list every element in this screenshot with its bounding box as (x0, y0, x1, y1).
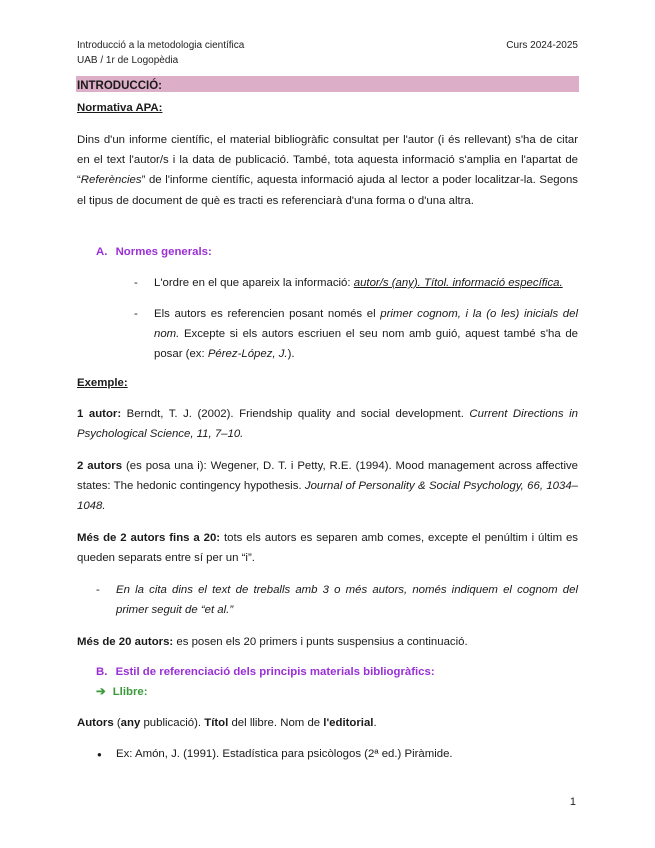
section-b-title: Estil de referenciació dels principis materials bibliogràfics: (115, 666, 435, 678)
book-example-text: Ex: Amón, J. (1991). Estadística para psicòlogos (2ª ed.) Piràmide. (116, 748, 453, 760)
bullet-dot-icon: ● (97, 750, 102, 759)
example-two-to-twenty (77, 528, 578, 568)
header-term: Curs 2024-2025 (506, 40, 578, 51)
book-format-any-rest: publicació). (140, 717, 205, 729)
bullet-a2-example: Pérez-López, J. (207, 348, 288, 361)
book-format-titol-rest: del llibre. Nom de (228, 717, 324, 729)
note-text: En la cita dins el text de treballs amb 3 o més autors, només indiquem el cognom del primer seguit de “et al.” (116, 584, 578, 617)
bullet-a2-end: ). (287, 348, 295, 361)
header-institution: UAB / 1r de Logopèdia (77, 55, 179, 66)
example-more-than-twenty (77, 632, 578, 652)
example-one-author-label: 1 autor: (77, 408, 122, 420)
section-b-marker: B. (96, 666, 108, 678)
intro-text-2: ” de l'informe científic, aquesta informació ajuda al lector a poder localitzar-la. Segons el tipus de document de què es tracti es referenciarà d'una forma o d'una altra. (77, 174, 578, 207)
header-course-title: Introducció a la metodologia científica (77, 40, 245, 51)
section-a-marker: A. (96, 246, 108, 258)
apa-heading: Normativa APA: (77, 102, 163, 114)
example-two-authors-journal: Journal of Personality & Social Psychology, 66, 1034–1048. (77, 480, 578, 513)
bullet-a2-lead: Els autors es referencien posant només el (154, 308, 381, 320)
bullet-a2-text (154, 304, 578, 365)
bullet-a2-marker: - (134, 308, 138, 320)
page-number: 1 (569, 796, 576, 808)
subsection-book (96, 682, 148, 702)
book-format-autors: Autors (77, 717, 114, 729)
arrow-icon: ➔ (96, 686, 106, 698)
section-a-heading (96, 242, 212, 262)
bullet-a1-format: autor/s (any). Títol. informació específica. (353, 277, 563, 289)
book-format-end: . (373, 717, 377, 729)
example-two-authors-text: (es posa una i): Wegener, D. T. i Petty, R.E. (1994). Mood management across affective states: The hedonic contingency hypothesis. (77, 460, 579, 493)
example-two-to-twenty-text: tots els autors es separen amb comes, excepte el penúltim i últim es queden separats entre sí per un “i”. (77, 532, 578, 565)
example-two-to-twenty-label: Més de 2 autors fins a 20: (77, 532, 221, 544)
section-a-title: Normes generals: (115, 246, 212, 258)
bullet-a1-marker: - (134, 277, 138, 289)
bullet-a1-lead: L'ordre en el que apareix la informació: (154, 277, 354, 289)
example-two-authors-label: 2 autors (77, 460, 123, 472)
example-heading: Exemple: (77, 377, 128, 389)
note-marker: - (96, 584, 100, 596)
intro-text-1: Dins d'un informe científic, el material bibliogràfic consultat per l'autor (i és rellevant) s'ha de citar en el text l'autor/s i la data de publicació. També, tota aquesta informació s'amplia en l'apartat de “ (77, 134, 578, 187)
intro-references-term: Referències (80, 174, 142, 187)
intro-paragraph (77, 130, 578, 211)
book-format-any: any (120, 717, 141, 729)
example-one-author-journal: Current Directions in Psychological Science, 11, 7–10. (77, 408, 578, 441)
example-more-than-twenty-text: es posen els 20 primers i punts suspensius a continuació. (173, 636, 468, 648)
subsection-book-title: Llibre: (112, 686, 148, 698)
example-two-authors (77, 456, 578, 517)
book-format-paren: ( (113, 717, 121, 729)
book-format-editorial: l'editorial (323, 717, 374, 729)
example-more-than-twenty-label: Més de 20 autors: (77, 636, 174, 648)
book-format-titol: Títol (204, 717, 229, 729)
example-one-author-text: Berndt, T. J. (2002). Friendship quality and social development. (121, 408, 470, 420)
bullet-a1-text (154, 273, 578, 293)
section-banner-title: INTRODUCCIÓ: (77, 80, 162, 92)
book-format (77, 713, 578, 733)
bullet-a2-italic: primer cognom, i la (o les) inicials del nom. (154, 308, 578, 341)
bullet-a2-after: Excepte si els autors escriuen el seu nom amb guió, aquest també s'ha de posar (ex: (154, 328, 578, 361)
example-one-author (77, 404, 578, 444)
section-banner (76, 76, 579, 92)
section-b-heading (96, 662, 435, 682)
